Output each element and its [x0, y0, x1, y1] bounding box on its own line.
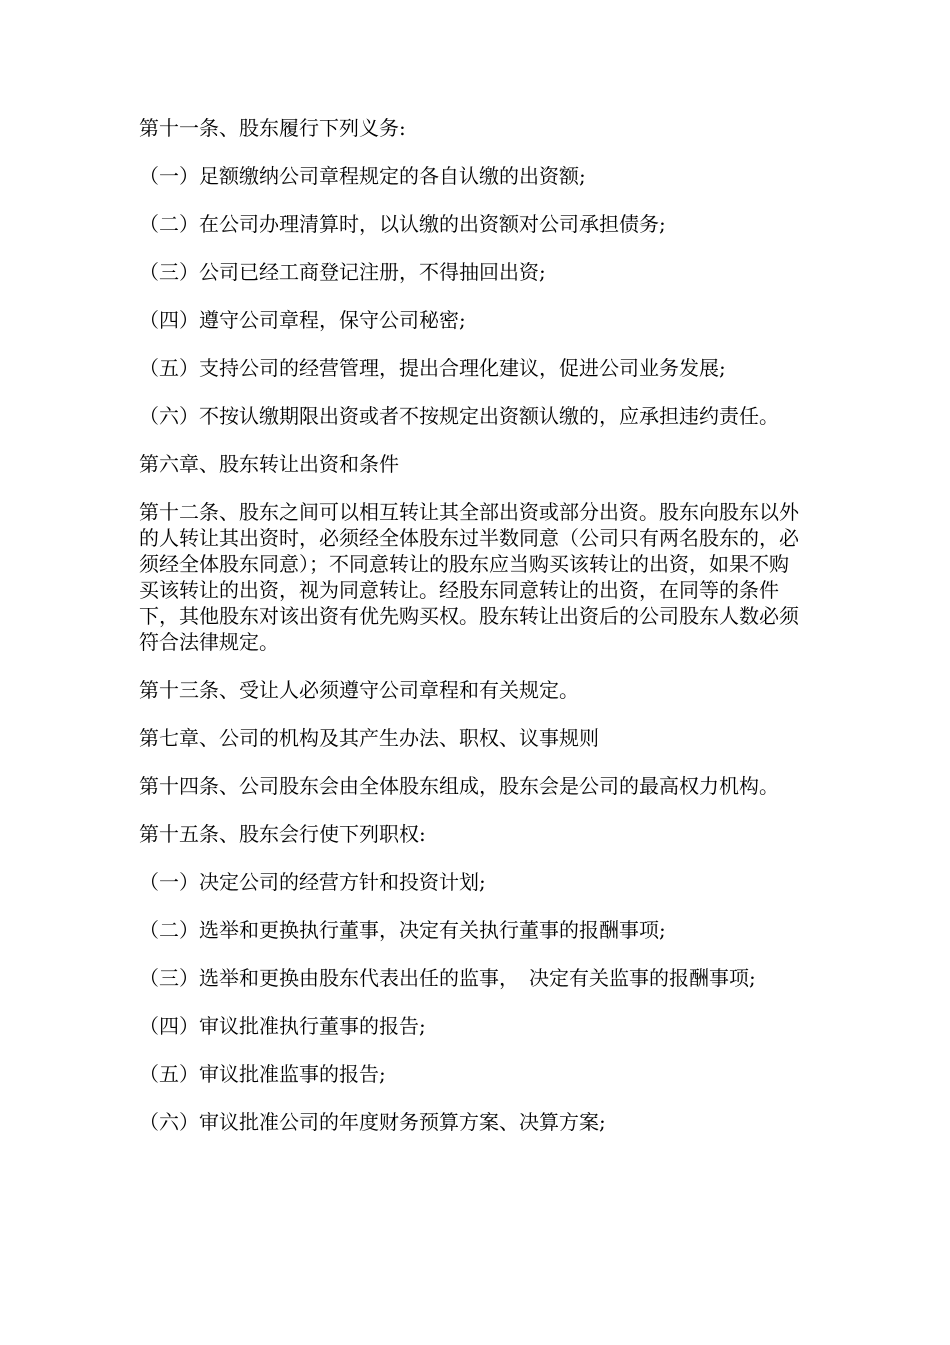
chapter-6-heading: 第六章、股东转让出资和条件	[139, 452, 399, 476]
article-11-item-3: （三）公司已经工商登记注册，不得抽回出资;	[139, 260, 546, 284]
article-11-heading: 第十一条、股东履行下列义务:	[139, 116, 406, 140]
chapter-7-heading: 第七章、公司的机构及其产生办法、职权、议事规则	[139, 726, 599, 750]
article-15-item-3: （三）选举和更换由股东代表出任的监事， 决定有关监事的报酬事项;	[139, 966, 756, 990]
article-14: 第十四条、公司股东会由全体股东组成，股东会是公司的最高权力机构。	[139, 774, 779, 798]
article-13: 第十三条、受让人必须遵守公司章程和有关规定。	[139, 678, 579, 702]
article-15-item-2: （二）选举和更换执行董事，决定有关执行董事的报酬事项;	[139, 918, 666, 942]
document-page	[139, 115, 799, 1157]
article-15-item-6: （六）审议批准公司的年度财务预算方案、决算方案;	[139, 1110, 606, 1134]
article-15-heading: 第十五条、股东会行使下列职权:	[139, 822, 426, 846]
article-15-item-5: （五）审议批准监事的报告;	[139, 1062, 386, 1086]
article-11-item-6: （六）不按认缴期限出资或者不按规定出资额认缴的，应承担违约责任。	[139, 404, 779, 428]
article-15-item-1: （一）决定公司的经营方针和投资计划;	[139, 870, 486, 894]
article-11-item-4: （四）遵守公司章程，保守公司秘密;	[139, 308, 466, 332]
article-12: 第十二条、股东之间可以相互转让其全部出资或部分出资。股东向股东以外的人转让其出资时，必须经全体股东过半数同意（公司只有两名股东的，必须经全体股东同意）；不同意转让的股东应当购买该转让的出资，如果不购买该转让的出资，视为同意转让。经股东同意转让的出资，在同等的条件下，其他股东对该出资有优先购买权。股东转让出资后的公司股东人数必须符合法律规定。	[139, 500, 799, 654]
article-11-item-2: （二）在公司办理清算时，以认缴的出资额对公司承担债务;	[139, 212, 666, 236]
article-11-item-5: （五）支持公司的经营管理，提出合理化建议，促进公司业务发展;	[139, 356, 726, 380]
article-11-item-1: （一）足额缴纳公司章程规定的各自认缴的出资额;	[139, 164, 586, 188]
article-15-item-4: （四）审议批准执行董事的报告;	[139, 1014, 426, 1038]
